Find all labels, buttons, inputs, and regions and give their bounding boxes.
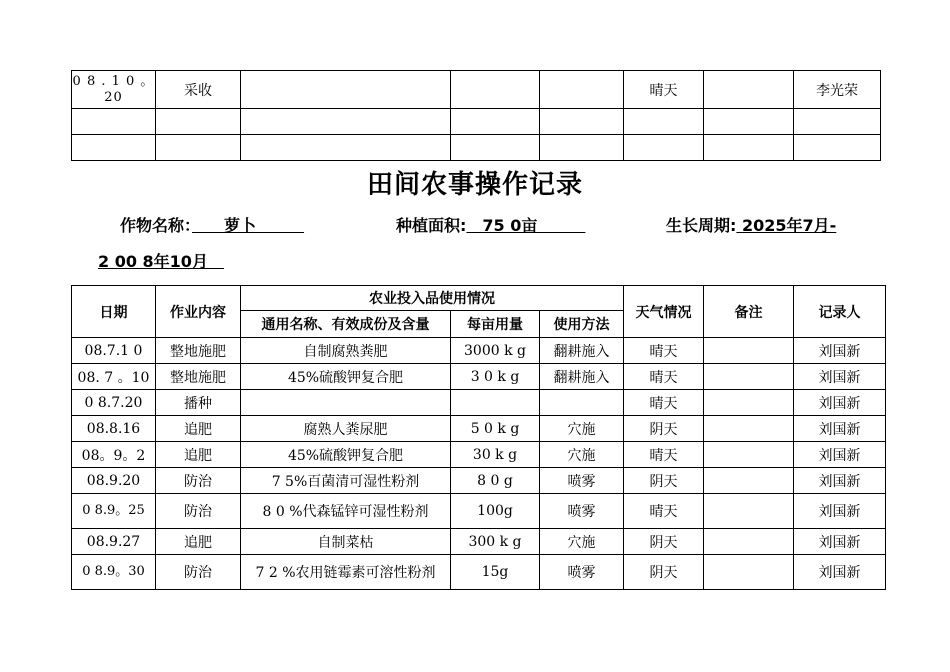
weather-cell — [624, 109, 704, 135]
amount-cell: 100g — [451, 494, 540, 529]
recorder-cell: 李光荣 — [794, 71, 881, 109]
date-cell: 0 8.9。25 — [72, 494, 156, 529]
input-name-cell — [241, 71, 451, 109]
crop-field — [120, 213, 304, 236]
table-row — [72, 494, 886, 529]
table-row — [72, 468, 886, 494]
note-cell — [704, 338, 794, 364]
task-cell: 追肥 — [156, 416, 241, 442]
table-row — [72, 71, 881, 109]
date-cell: 08.9.20 — [72, 468, 156, 494]
table-row — [72, 555, 886, 590]
method-cell: 喷雾 — [540, 494, 624, 529]
table-row — [72, 442, 886, 468]
amount-cell: 3 0 k g — [451, 364, 540, 390]
recorder-cell: 刘国新 — [794, 338, 886, 364]
input-name-cell — [241, 135, 451, 161]
input-name-cell: 腐熟人粪尿肥 — [241, 416, 451, 442]
input-name-cell: 自制腐熟粪肥 — [241, 338, 451, 364]
task-cell: 采收 — [156, 71, 241, 109]
header-input-name: 通用名称、有效成份及含量 — [241, 311, 451, 338]
date-cell: 08.8.16 — [72, 416, 156, 442]
input-name-cell: 45%硫酸钾复合肥 — [241, 442, 451, 468]
page-title: 田间农事操作记录 — [366, 170, 583, 200]
date-cell: 0 8 . 1 0 。20 — [72, 71, 156, 109]
method-cell: 喷雾 — [540, 468, 624, 494]
amount-cell — [451, 390, 540, 416]
note-cell — [704, 390, 794, 416]
note-cell — [704, 135, 794, 161]
header-row — [72, 286, 886, 311]
farm-record-table — [71, 285, 886, 590]
method-cell: 穴施 — [540, 416, 624, 442]
note-cell — [704, 109, 794, 135]
weather-cell — [624, 135, 704, 161]
recorder-cell: 刘国新 — [794, 494, 886, 529]
table-row — [72, 364, 886, 390]
header-inputs-group: 农业投入品使用情况 — [241, 286, 624, 311]
header-amount: 每亩用量 — [451, 311, 540, 338]
note-cell — [704, 529, 794, 555]
recorder-cell: 刘国新 — [794, 555, 886, 590]
note-cell — [704, 364, 794, 390]
amount-cell — [451, 135, 540, 161]
recorder-cell: 刘国新 — [794, 442, 886, 468]
input-name-cell — [241, 109, 451, 135]
task-cell — [156, 109, 241, 135]
input-name-cell: 7 2 %农用链霉素可溶性粉剂 — [241, 555, 451, 590]
input-name-cell — [241, 390, 451, 416]
note-cell — [704, 416, 794, 442]
method-cell: 翻耕施入 — [540, 364, 624, 390]
recorder-cell: 刘国新 — [794, 468, 886, 494]
period-field — [666, 213, 836, 236]
recorder-cell — [794, 135, 881, 161]
amount-cell: 5 0 k g — [451, 416, 540, 442]
amount-cell — [451, 109, 540, 135]
method-cell: 翻耕施入 — [540, 338, 624, 364]
method-cell: 穴施 — [540, 442, 624, 468]
crop-value: 萝卜 — [192, 216, 305, 235]
weather-cell: 阴天 — [624, 468, 704, 494]
date-cell: 08。9。2 — [72, 442, 156, 468]
method-cell — [540, 135, 624, 161]
period-value-2: 2 00 8年10月 — [98, 252, 224, 271]
recorder-cell: 刘国新 — [794, 416, 886, 442]
recorder-cell — [794, 109, 881, 135]
previous-record-table — [71, 70, 881, 161]
date-cell: 0 8.9。30 — [72, 555, 156, 590]
weather-cell: 阴天 — [624, 555, 704, 590]
weather-cell: 晴天 — [624, 71, 704, 109]
header-task: 作业内容 — [156, 286, 241, 338]
table-row — [72, 390, 886, 416]
task-cell: 防治 — [156, 555, 241, 590]
weather-cell: 晴天 — [624, 364, 704, 390]
task-cell: 整地施肥 — [156, 364, 241, 390]
task-cell: 防治 — [156, 494, 241, 529]
area-field — [396, 213, 585, 236]
area-label: 种植面积: — [396, 216, 467, 235]
weather-cell: 晴天 — [624, 442, 704, 468]
task-cell: 追肥 — [156, 529, 241, 555]
amount-cell: 300 k g — [451, 529, 540, 555]
input-name-cell: 8 0 %代森锰锌可湿性粉剂 — [241, 494, 451, 529]
note-cell — [704, 442, 794, 468]
task-cell: 追肥 — [156, 442, 241, 468]
header-date: 日期 — [72, 286, 156, 338]
table-row — [72, 109, 881, 135]
table-row — [72, 135, 881, 161]
amount-cell: 8 0 g — [451, 468, 540, 494]
header-method: 使用方法 — [540, 311, 624, 338]
note-cell — [704, 494, 794, 529]
period-field-continued — [98, 249, 224, 272]
table-row — [72, 529, 886, 555]
amount-cell — [451, 71, 540, 109]
input-name-cell: 7 5%百菌清可湿性粉剂 — [241, 468, 451, 494]
header-weather: 天气情况 — [624, 286, 704, 338]
amount-cell: 15g — [451, 555, 540, 590]
table-row — [72, 416, 886, 442]
task-cell: 防治 — [156, 468, 241, 494]
table-row — [72, 338, 886, 364]
task-cell: 整地施肥 — [156, 338, 241, 364]
period-label: 生长周期: — [666, 216, 737, 235]
area-value: 75 0亩 — [466, 216, 586, 235]
amount-cell: 30 k g — [451, 442, 540, 468]
input-name-cell: 自制菜枯 — [241, 529, 451, 555]
task-cell: 播种 — [156, 390, 241, 416]
weather-cell: 晴天 — [624, 338, 704, 364]
method-cell: 喷雾 — [540, 555, 624, 590]
date-cell: 0 8.7.20 — [72, 390, 156, 416]
date-cell: 08.9.27 — [72, 529, 156, 555]
crop-label: 作物名称： — [120, 216, 193, 235]
recorder-cell: 刘国新 — [794, 364, 886, 390]
task-cell — [156, 135, 241, 161]
weather-cell: 晴天 — [624, 390, 704, 416]
method-cell — [540, 71, 624, 109]
amount-cell: 3000 k g — [451, 338, 540, 364]
header-recorder: 记录人 — [794, 286, 886, 338]
note-cell — [704, 555, 794, 590]
date-cell — [72, 135, 156, 161]
date-cell: 08.7.1 0 — [72, 338, 156, 364]
weather-cell: 晴天 — [624, 494, 704, 529]
method-cell — [540, 390, 624, 416]
date-cell — [72, 109, 156, 135]
weather-cell: 阴天 — [624, 416, 704, 442]
weather-cell: 阴天 — [624, 529, 704, 555]
date-cell: 08. 7 。10 — [72, 364, 156, 390]
input-name-cell: 45%硫酸钾复合肥 — [241, 364, 451, 390]
period-value-1: 2025年7月- — [736, 216, 837, 235]
recorder-cell: 刘国新 — [794, 529, 886, 555]
header-note: 备注 — [704, 286, 794, 338]
method-cell: 穴施 — [540, 529, 624, 555]
method-cell — [540, 109, 624, 135]
note-cell — [704, 468, 794, 494]
note-cell — [704, 71, 794, 109]
recorder-cell: 刘国新 — [794, 390, 886, 416]
